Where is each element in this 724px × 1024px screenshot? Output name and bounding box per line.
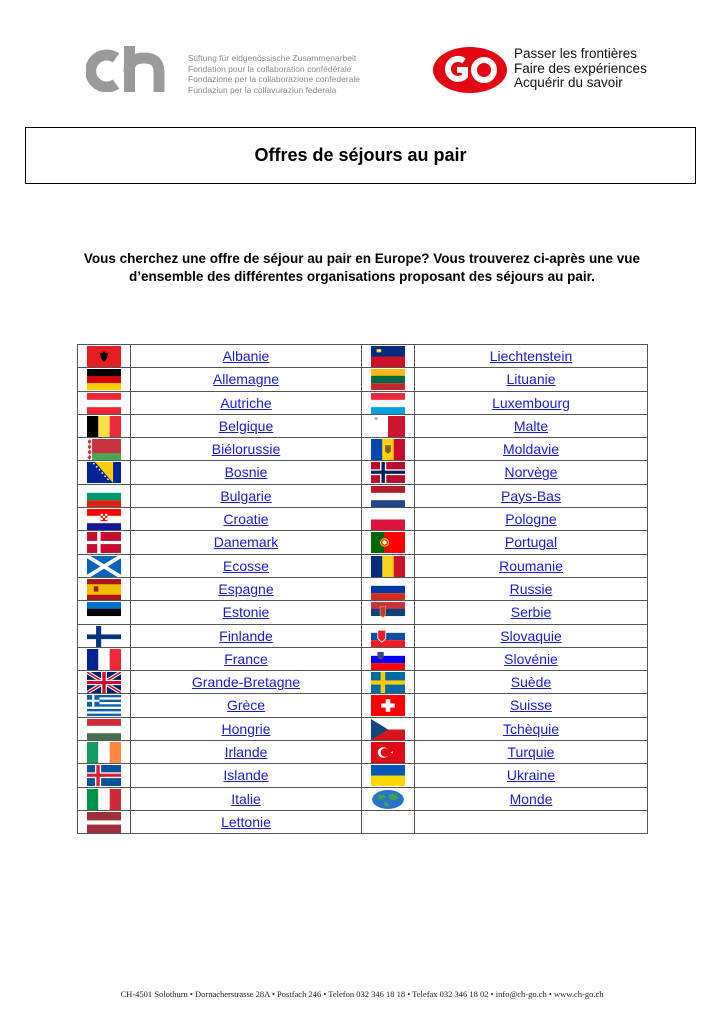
country-cell [415, 741, 648, 764]
country-cell [131, 624, 362, 647]
flag-sweden-icon [371, 672, 405, 693]
country-link[interactable]: Suisse [509, 697, 553, 714]
flag-cell [362, 787, 415, 810]
country-link[interactable]: Norvège [504, 464, 558, 481]
table-row [78, 461, 648, 484]
ch-logo [86, 46, 170, 92]
country-link[interactable]: Allemagne [212, 371, 280, 388]
flag-cell [78, 391, 131, 414]
country-link[interactable]: Biélorussie [211, 441, 281, 458]
country-cell [415, 391, 648, 414]
flag-cell [78, 577, 131, 600]
country-link[interactable]: Liechtenstein [489, 348, 573, 364]
flag-france-icon [87, 649, 121, 670]
country-cell [415, 647, 648, 670]
table-row [78, 508, 648, 531]
country-link[interactable]: Luxembourg [492, 394, 570, 411]
country-link[interactable]: Portugal [504, 534, 558, 551]
country-cell [131, 601, 362, 624]
country-link[interactable]: Irlande [224, 744, 268, 761]
slogan-line-2: Faire des expériences [514, 60, 647, 76]
flag-romania-icon [371, 556, 405, 577]
flag-cell [78, 438, 131, 461]
country-link[interactable]: Belgique [218, 417, 274, 434]
table-row [78, 414, 648, 437]
flag-croatia-icon [87, 509, 121, 530]
flag-norway-icon [371, 462, 405, 483]
country-cell [131, 764, 362, 787]
country-link[interactable]: Ukraine [506, 767, 556, 784]
flag-cell [362, 741, 415, 764]
flag-cell [78, 345, 131, 368]
country-link[interactable]: Grande-Bretagne [191, 674, 301, 691]
flag-latvia-icon [87, 812, 121, 833]
country-link[interactable]: Ecosse [223, 557, 269, 574]
flag-hungary-icon [87, 719, 121, 740]
flag-cell [362, 508, 415, 531]
flag-cell [78, 647, 131, 670]
country-cell [131, 391, 362, 414]
country-cell [131, 647, 362, 670]
country-cell [131, 717, 362, 740]
flag-cell [78, 508, 131, 531]
country-link[interactable]: Malte [513, 417, 549, 434]
country-cell [415, 438, 648, 461]
country-cell [415, 717, 648, 740]
flag-spain-icon [87, 579, 121, 600]
flag-cell [78, 554, 131, 577]
page-header [0, 0, 724, 110]
table-row [78, 624, 648, 647]
country-link[interactable]: Moldavie [502, 441, 560, 458]
flag-italy-icon [87, 789, 121, 810]
flag-cell [362, 577, 415, 600]
flag-cell [362, 717, 415, 740]
country-link[interactable]: Danemark [213, 534, 279, 551]
flag-cell [362, 764, 415, 787]
flag-cell [78, 787, 131, 810]
flag-belgium-icon [87, 416, 121, 437]
country-cell [415, 671, 648, 694]
country-cell [415, 345, 648, 368]
table-row [78, 741, 648, 764]
flag-cell [78, 741, 131, 764]
globe-icon [371, 789, 405, 810]
country-link[interactable]: Pays-Bas [501, 487, 561, 504]
flag-netherlands-icon [371, 486, 405, 507]
flag-russia-icon [371, 579, 405, 600]
flag-ireland-icon [87, 742, 121, 763]
country-cell [131, 787, 362, 810]
flag-austria-icon [87, 393, 121, 414]
country-cell [415, 694, 648, 717]
country-link[interactable]: Monde [509, 790, 553, 807]
country-cell [131, 531, 362, 554]
flag-cell [78, 484, 131, 507]
country-link[interactable]: Islande [223, 767, 269, 784]
flag-cell [362, 647, 415, 670]
flag-cell [362, 414, 415, 437]
country-cell [131, 461, 362, 484]
foundation-line-it: Fondazione per la collaborazione confederale [188, 74, 361, 84]
flag-malta-icon [371, 416, 405, 437]
flag-bosnia-icon [87, 462, 121, 483]
country-cell [131, 438, 362, 461]
country-cell [415, 601, 648, 624]
flag-cell [362, 531, 415, 554]
country-cell [131, 484, 362, 507]
flag-cell [78, 671, 131, 694]
go-logo [432, 46, 508, 94]
flag-cell [362, 368, 415, 391]
flag-greece-icon [87, 695, 121, 716]
flag-luxembourg-icon [371, 393, 405, 414]
country-link[interactable]: Lettonie [221, 813, 271, 830]
country-cell [415, 764, 648, 787]
intro-line-2: d’ensemble des différentes organisations proposant des séjours au pair. [129, 269, 595, 284]
country-cell [415, 787, 648, 810]
country-link[interactable]: Turquie [507, 744, 555, 761]
country-link[interactable]: Finlande [219, 627, 273, 644]
country-link[interactable]: Lituanie [506, 371, 556, 388]
footer-address: CH-4501 Solothurn • Dornacherstrasse 28A • Postfach 246 • Telefon 032 346 18 18 • Telefax 032 346 18 02 • info@ch-go.ch • www.ch-go.ch [120, 989, 604, 999]
country-cell [415, 414, 648, 437]
country-link[interactable]: Bulgarie [220, 487, 272, 504]
foundation-line-fr: Fondation pour la collaboration confédérale [188, 63, 352, 74]
table-row [78, 810, 648, 833]
page-title: Offres de séjours au pair [254, 145, 467, 165]
country-cell [415, 577, 648, 600]
country-link[interactable]: Hongrie [221, 720, 271, 737]
country-link[interactable]: Suède [510, 674, 552, 691]
flag-cell [362, 601, 415, 624]
country-link[interactable]: Roumanie [499, 557, 563, 574]
country-cell [415, 554, 648, 577]
flag-serbia-icon [371, 602, 405, 623]
country-cell [131, 414, 362, 437]
country-link[interactable]: France [224, 650, 268, 667]
table-row [78, 531, 648, 554]
flag-cell [78, 461, 131, 484]
flag-switzerland-icon [371, 695, 405, 716]
flag-cell [362, 391, 415, 414]
country-cell [415, 368, 648, 391]
flag-scotland-icon [87, 556, 121, 577]
country-link[interactable]: Croatie [223, 511, 269, 528]
country-cell [415, 484, 648, 507]
table-row [78, 391, 648, 414]
foundation-name-lines [188, 53, 360, 95]
country-cell [131, 577, 362, 600]
table-row [78, 647, 648, 670]
flag-turkey-icon [371, 742, 405, 763]
country-cell [131, 345, 362, 368]
country-link[interactable]: Russie [509, 580, 553, 597]
flag-cell [362, 345, 415, 368]
flag-cell [78, 764, 131, 787]
table-row [78, 764, 648, 787]
country-link[interactable]: Tchèquie [502, 720, 560, 737]
table-row [78, 345, 648, 368]
flag-cell [78, 717, 131, 740]
flag-cell [78, 368, 131, 391]
intro-text [40, 250, 684, 286]
flag-ukraine-icon [371, 765, 405, 786]
flag-uk-icon [87, 672, 121, 693]
flag-finland-icon [87, 626, 121, 647]
country-cell [415, 531, 648, 554]
table-row [78, 717, 648, 740]
title-box [25, 127, 696, 184]
flag-poland-icon [371, 509, 405, 530]
flag-germany-icon [87, 369, 121, 390]
country-link[interactable]: Pologne [505, 511, 557, 528]
flag-iceland-icon [87, 765, 121, 786]
foundation-line-rm: Fundaziun per la collavuraziun federala [188, 84, 337, 95]
country-cell [415, 508, 648, 531]
country-cell [131, 554, 362, 577]
flag-lithuania-icon [371, 369, 405, 390]
flag-denmark-icon [87, 532, 121, 553]
table-row [78, 601, 648, 624]
country-link[interactable]: Serbie [510, 604, 552, 621]
flag-slovenia-icon [371, 649, 405, 670]
country-link[interactable]: Estonie [222, 604, 270, 621]
country-cell [415, 624, 648, 647]
table-row [78, 484, 648, 507]
table-row [78, 368, 648, 391]
country-cell [415, 810, 648, 833]
flag-cell [78, 694, 131, 717]
flag-cell [362, 694, 415, 717]
flag-cell [362, 671, 415, 694]
table-row [78, 787, 648, 810]
flag-cell [78, 601, 131, 624]
country-link[interactable]: Espagne [218, 580, 274, 597]
flag-cell [362, 810, 415, 833]
country-link[interactable]: Bosnie [224, 464, 268, 481]
flag-cell [362, 554, 415, 577]
flag-albania-icon [87, 346, 121, 367]
country-cell [131, 368, 362, 391]
country-cell [131, 741, 362, 764]
table-row [78, 438, 648, 461]
intro-line-1: Vous cherchez une offre de séjour au pair en Europe? Vous trouverez ci-après une vue [83, 251, 641, 266]
flag-bulgaria-icon [87, 486, 121, 507]
flag-cell [78, 531, 131, 554]
flag-cell [362, 624, 415, 647]
slogan-line-3: Acquérir du savoir [514, 75, 623, 90]
country-link[interactable]: Slovénie [504, 650, 558, 667]
country-cell [131, 671, 362, 694]
country-link[interactable]: Autriche [220, 394, 272, 411]
country-link[interactable]: Albanie [222, 348, 270, 364]
flag-liechtenstein-icon [371, 346, 405, 367]
go-slogan [514, 47, 647, 91]
table-row [78, 554, 648, 577]
foundation-line-de: Stiftung für eidgenössische Zusammenarbeit [188, 53, 357, 63]
table-row [78, 577, 648, 600]
flag-cell [362, 461, 415, 484]
table-row [78, 694, 648, 717]
flag-belarus-icon [87, 439, 121, 460]
slogan-line-1: Passer les frontières [514, 46, 638, 61]
country-cell [131, 810, 362, 833]
flag-portugal-icon [371, 532, 405, 553]
country-link[interactable]: Italie [231, 790, 261, 807]
flag-cell [78, 810, 131, 833]
country-cell [131, 694, 362, 717]
country-cell [131, 508, 362, 531]
country-table [77, 344, 648, 834]
flag-cell [362, 438, 415, 461]
flag-czech-icon [371, 719, 405, 740]
table-row [78, 671, 648, 694]
flag-moldova-icon [371, 439, 405, 460]
flag-cell [78, 414, 131, 437]
country-link[interactable]: Grèce [226, 697, 266, 714]
country-cell [415, 461, 648, 484]
flag-cell [362, 484, 415, 507]
flag-slovakia-icon [371, 626, 405, 647]
flag-estonia-icon [87, 602, 121, 623]
country-link[interactable]: Slovaquie [500, 627, 562, 644]
flag-cell [78, 624, 131, 647]
